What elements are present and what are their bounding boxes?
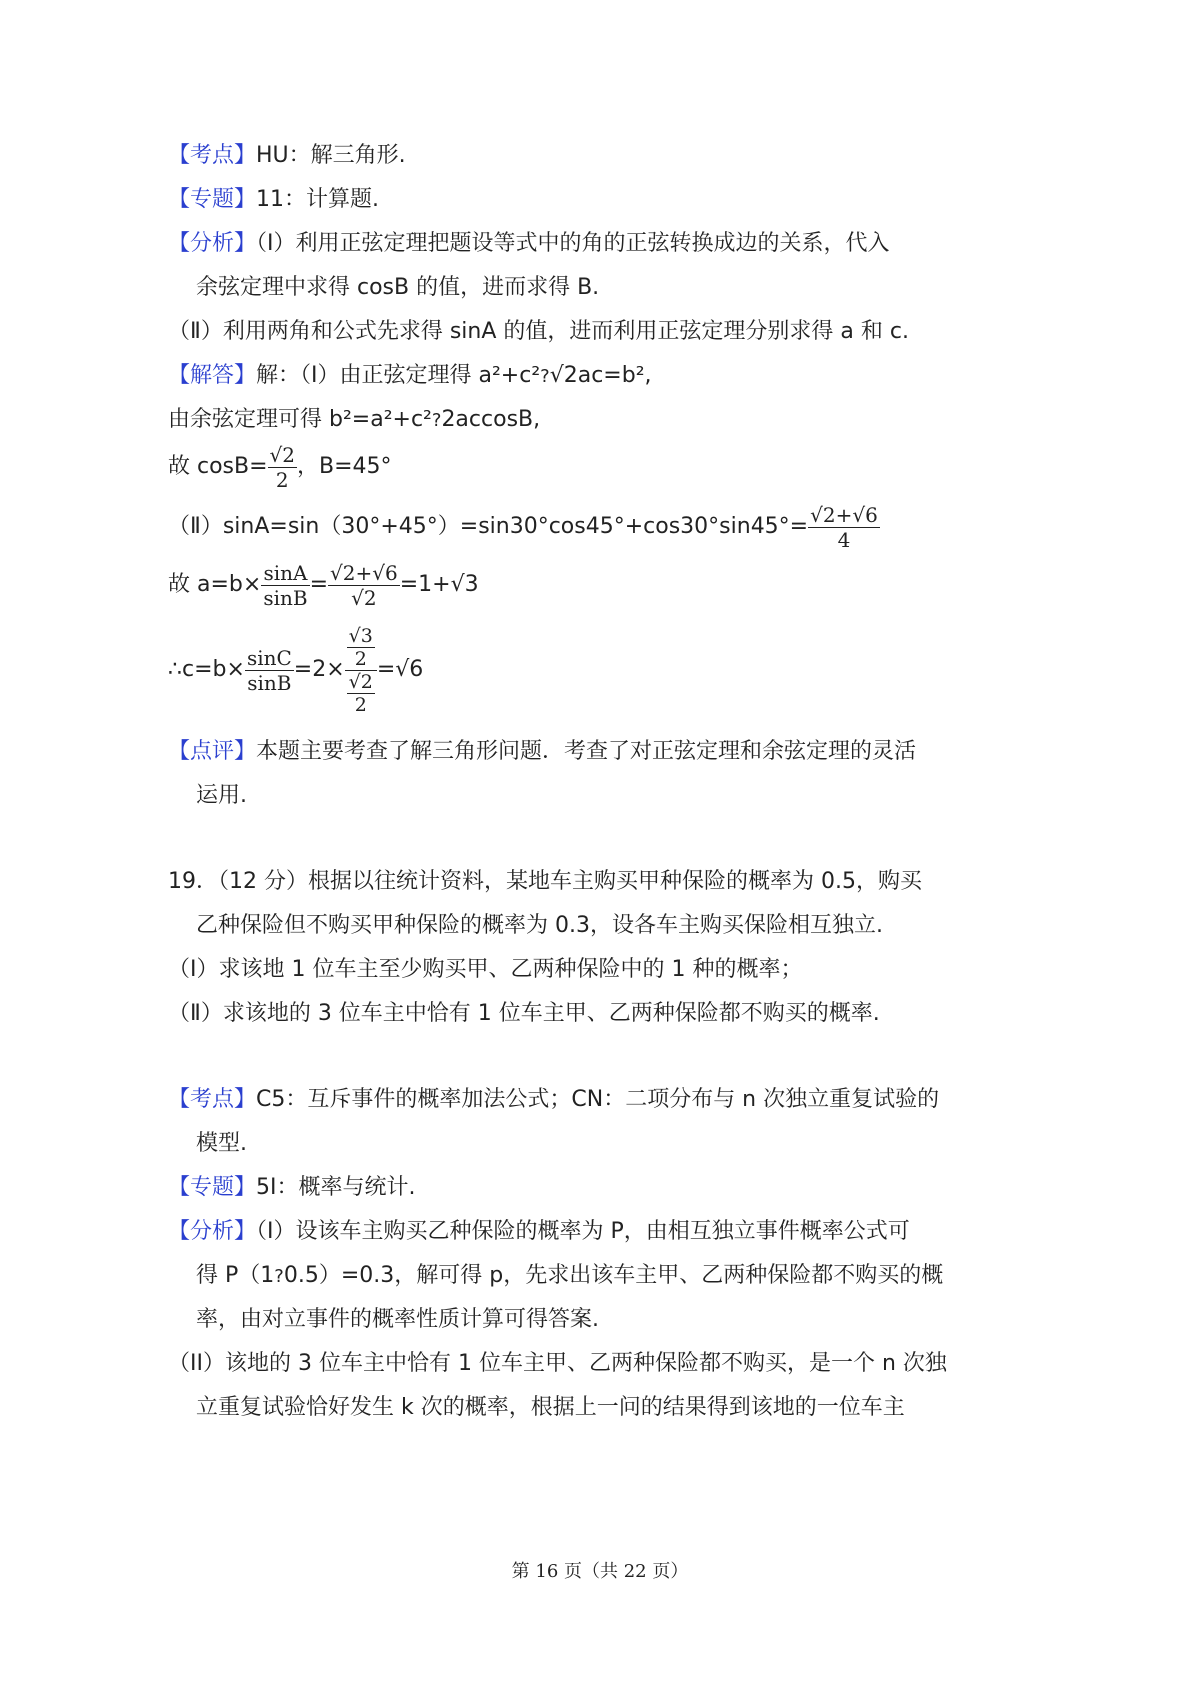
jieda-text-c: ac=b²,	[577, 363, 652, 388]
kaodian-line	[168, 141, 406, 171]
cosB-denominator: 2	[275, 467, 289, 492]
kaodian-text: HU：解三角形.	[256, 143, 406, 168]
kaodian2-line-2: 模型.	[196, 1131, 247, 1156]
cosB-numerator: √2	[269, 442, 296, 467]
sinA-fraction	[808, 503, 880, 552]
jieda-text-a: 解：（Ⅰ）由正弦定理得 a²+c²	[256, 363, 541, 388]
c-bottom-fraction	[347, 671, 375, 716]
yuxian-text-a: 由余弦定理可得 b²=a²+c²	[168, 407, 432, 432]
dianping-text-1: 本题主要考查了解三角形问题．考查了对正弦定理和余弦定理的灵活	[256, 739, 917, 764]
c-mid: =2×	[293, 657, 345, 682]
missing-glyph: ?	[431, 410, 442, 431]
problem19-line-4: （Ⅱ）求该地的 3 位车主中恰有 1 位车主甲、乙两种保险都不购买的概率.	[168, 1001, 880, 1026]
yuxian-line	[168, 405, 540, 436]
c-bottom-denominator: 2	[354, 693, 367, 716]
cosB-suffix: ，B=45°	[297, 454, 392, 479]
problem19-line-3: （Ⅰ）求该地 1 位车主至少购买甲、乙两种保险中的 1 种的概率；	[168, 957, 803, 982]
zhuanti-line	[168, 185, 379, 215]
zhuanti2-text: 5I：概率与统计.	[256, 1175, 416, 1200]
c-result: =√6	[376, 657, 424, 682]
a-fraction-1	[261, 561, 309, 610]
zhuanti2-line	[168, 1173, 416, 1203]
kaodian-tag: 【考点】	[168, 143, 257, 168]
fenxi2-text-1: （I）设该车主购买乙种保险的概率为 P，由相互独立事件概率公式可	[256, 1219, 910, 1244]
jieda-tag: 【解答】	[168, 363, 257, 388]
c-line	[168, 614, 423, 726]
a-eq: =	[309, 572, 328, 597]
fenxi2-text-2a: 得 P（1	[196, 1263, 275, 1288]
cosB-line	[168, 438, 392, 496]
a-prefix: 故 a=b×	[168, 572, 262, 597]
page-footer: 第 16 页（共 22 页）	[511, 1561, 689, 1582]
zhuanti-text: 11：计算题.	[256, 187, 380, 212]
zhuanti-tag: 【专题】	[168, 187, 257, 212]
sinA-denominator: 4	[837, 527, 851, 552]
c-top-denominator: 2	[354, 647, 367, 670]
c-compound-numerator	[345, 625, 377, 671]
sinA-numerator: √2+√6	[810, 502, 878, 527]
missing-glyph: ?	[540, 366, 550, 387]
problem19-line-2: 乙种保险但不购买甲种保险的概率为 0.3，设各车主购买保险相互独立.	[196, 913, 883, 938]
fenxi2-tag: 【分析】	[168, 1219, 257, 1244]
missing-glyph: ?	[274, 1266, 284, 1287]
c-bottom-numerator: √2	[348, 670, 373, 693]
fenxi-text-1: （Ⅰ）利用正弦定理把题设等式中的角的正弦转换成边的关系，代入	[256, 231, 890, 256]
c-fraction-1	[245, 646, 294, 695]
problem19-line-1: 19．（12 分）根据以往统计资料，某地车主购买甲种保险的概率为 0.5，购买	[168, 869, 922, 894]
c-compound-fraction	[345, 625, 377, 716]
fenxi2-line-5: 立重复试验恰好发生 k 次的概率，根据上一问的结果得到该地的一位车主	[196, 1395, 905, 1420]
sinA-line	[168, 498, 880, 556]
c-top-fraction	[347, 625, 375, 670]
kaodian2-tag: 【考点】	[168, 1087, 257, 1112]
a-f1-denominator: sinB	[263, 585, 308, 610]
fenxi2-line-1	[168, 1217, 910, 1247]
fenxi-tag: 【分析】	[168, 231, 257, 256]
a-result: =1+√3	[399, 572, 479, 597]
c-top-numerator: √3	[348, 624, 373, 647]
c-compound-denominator	[345, 671, 377, 716]
cosB-fraction	[268, 443, 297, 492]
a-f1-numerator: sinA	[261, 561, 309, 586]
c-f1-numerator: sinC	[246, 645, 292, 670]
fenxi2-line-2	[196, 1261, 943, 1292]
fenxi2-text-2b: 0.5）=0.3，解可得 p，先求出该车主甲、乙两种保险都不购买的概	[283, 1263, 944, 1288]
kaodian2-text-1: C5：互斥事件的概率加法公式；CN：二项分布与 n 次独立重复试验的	[256, 1087, 940, 1112]
fenxi2-line-3: 率，由对立事件的概率性质计算可得答案.	[196, 1307, 599, 1332]
a-line	[168, 556, 479, 614]
fenxi-line-1	[168, 229, 890, 259]
c-f1-denominator: sinB	[247, 670, 292, 695]
cosB-prefix: 故 cosB=	[168, 454, 268, 479]
jieda-sqrt2: √2	[549, 363, 578, 388]
fenxi2-line-4: （II）该地的 3 位车主中恰有 1 位车主甲、乙两种保险都不购买，是一个 n 次独	[168, 1351, 947, 1376]
a-f2-numerator: √2+√6	[330, 560, 398, 585]
c-prefix: ∴c=b×	[168, 657, 245, 682]
fenxi-line-3: （Ⅱ）利用两角和公式先求得 sinA 的值，进而利用正弦定理分别求得 a 和 c.	[168, 319, 909, 344]
yuxian-text-b: 2accosB,	[441, 407, 541, 432]
sinA-prefix: （Ⅱ）sinA=sin（30°+45°）=sin30°cos45°+cos30°sin45°=	[168, 514, 809, 539]
a-fraction-2	[328, 561, 400, 610]
dianping-line-1	[168, 737, 916, 767]
a-f2-denominator: √2	[351, 585, 377, 610]
jieda-line	[168, 361, 652, 392]
kaodian2-line-1	[168, 1085, 939, 1115]
dianping-tag: 【点评】	[168, 739, 257, 764]
fenxi-line-2: 余弦定理中求得 cosB 的值，进而求得 B.	[196, 275, 600, 300]
dianping-line-2: 运用.	[196, 783, 247, 808]
zhuanti2-tag: 【专题】	[168, 1175, 257, 1200]
